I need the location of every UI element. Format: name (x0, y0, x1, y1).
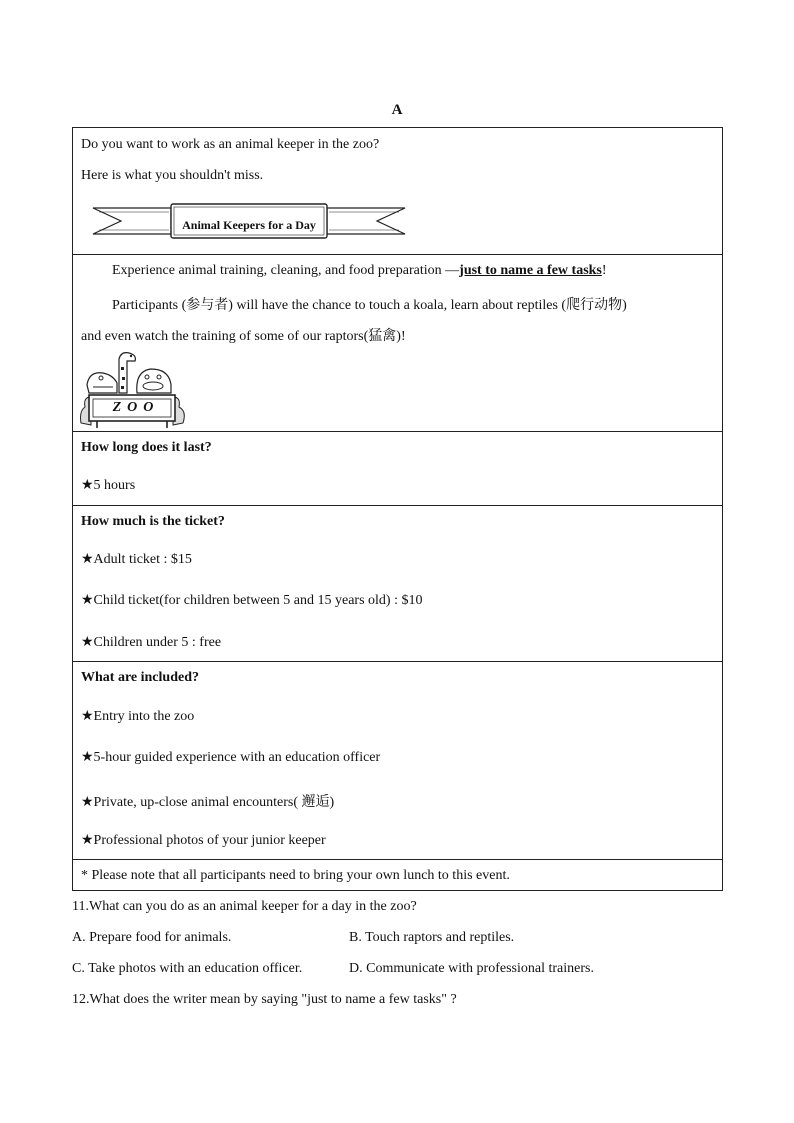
question-11-stem: 11.What can you do as an animal keeper for a day in the zoo? (72, 899, 417, 914)
question-11-option-b: B. Touch raptors and reptiles. (349, 930, 515, 945)
ticket-item-under-5: ★Children under 5 : free (81, 635, 222, 650)
intro-line-2: Here is what you shouldn't miss. (81, 168, 264, 183)
ticket-heading: How much is the ticket? (81, 514, 225, 529)
intro-line-1: Do you want to work as an animal keeper in the zoo? (81, 137, 380, 152)
included-item-entry: ★Entry into the zoo (81, 709, 195, 724)
description-paragraph-2-line-1: Participants (参与者) will have the chance to touch a koala, learn about reptiles (爬行动物) (112, 298, 627, 313)
intro-cell (73, 128, 722, 254)
included-cell (73, 661, 722, 859)
section-letter: A (391, 102, 403, 118)
description-paragraph-2-line-2: and even watch the training of some of our raptors(猛禽)! (81, 329, 406, 344)
included-item-photos: ★Professional photos of your junior keeper (81, 833, 326, 848)
duration-item: ★5 hours (81, 478, 136, 493)
note-cell (73, 859, 722, 891)
duration-heading: How long does it last? (81, 440, 212, 455)
ticket-cell (73, 505, 722, 661)
question-11-option-d: D. Communicate with professional trainers. (349, 961, 594, 976)
question-11-option-c: C. Take photos with an education officer. (72, 961, 303, 976)
included-item-guided: ★5-hour guided experience with an education officer (81, 750, 381, 765)
ticket-item-child: ★Child ticket(for children between 5 and 15 years old) : $10 (81, 593, 423, 608)
duration-cell (73, 431, 722, 505)
question-12-stem: 12.What does the writer mean by saying "just to name a few tasks" ? (72, 992, 457, 1007)
description-cell (73, 254, 722, 431)
zoo-animals-illustration (79, 349, 187, 429)
description-p1-end: ! (601, 263, 607, 278)
ticket-item-adult: ★Adult ticket : $15 (81, 552, 192, 567)
event-table (72, 127, 723, 891)
lunch-note: * Please note that all participants need to bring your own lunch to this event. (81, 868, 510, 883)
question-11-option-a: A. Prepare food for animals. (72, 930, 232, 945)
zoo-sign-text: ZOO (112, 400, 160, 415)
included-heading: What are included? (81, 670, 199, 685)
included-item-encounters: ★Private, up-close animal encounters( 邂逅) (81, 795, 335, 810)
underlined-phrase: just to name a few tasks (459, 263, 602, 278)
description-paragraph-1 (112, 263, 607, 279)
description-p1-text: Experience animal training, cleaning, and food preparation — (112, 263, 460, 278)
banner-title: Animal Keepers for a Day (182, 218, 316, 232)
